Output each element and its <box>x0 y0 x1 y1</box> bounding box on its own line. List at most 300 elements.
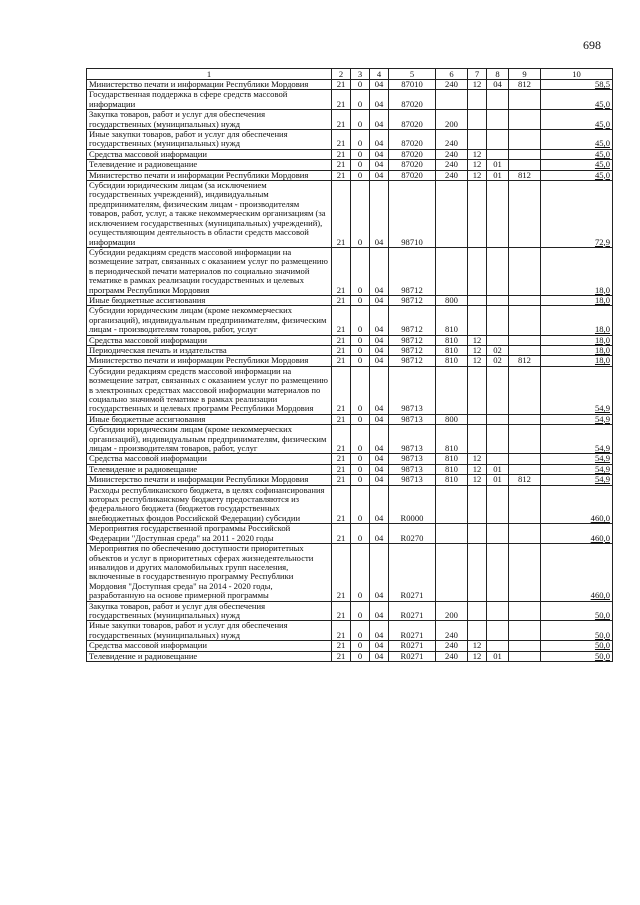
row-col9-cell <box>509 247 541 295</box>
row-col7-cell <box>468 601 487 621</box>
row-col9-cell <box>509 485 541 524</box>
row-col2-cell: 21 <box>332 130 351 150</box>
row-col4-cell: 04 <box>370 181 389 248</box>
row-col8-cell <box>487 425 509 454</box>
col-header-4: 4 <box>370 69 389 80</box>
row-col2-cell: 21 <box>332 160 351 170</box>
row-col4-cell: 04 <box>370 464 389 474</box>
row-col7-cell <box>468 247 487 295</box>
row-col8-cell: 01 <box>487 651 509 661</box>
row-col4-cell: 04 <box>370 621 389 641</box>
row-col9-cell <box>509 110 541 130</box>
row-col6-cell: 810 <box>436 345 468 355</box>
row-col6-cell: 800 <box>436 295 468 305</box>
row-col8-cell: 02 <box>487 356 509 366</box>
row-col2-cell: 21 <box>332 295 351 305</box>
row-col5-cell: 87020 <box>389 90 436 110</box>
row-name-cell: Субсидии юридическим лицам (за исключением государственных учреждений), индивидуальным предпринимателям, физическим лицам - производителям товаров, работ, услуг, а также некоммерческим организациям (за исключением государственных (муниципальных) учреждений), осуществляющим деятельность в области средств массовой информации <box>87 181 332 248</box>
row-col9-cell <box>509 345 541 355</box>
row-col6-cell: 810 <box>436 454 468 464</box>
table-row <box>87 130 613 150</box>
row-col9-cell <box>509 641 541 651</box>
table-body <box>87 80 613 662</box>
row-col7-cell: 12 <box>468 475 487 485</box>
row-col2-cell: 21 <box>332 170 351 180</box>
row-col6-cell: 200 <box>436 601 468 621</box>
row-col4-cell: 04 <box>370 90 389 110</box>
row-col3-cell: 0 <box>351 414 370 424</box>
row-name-cell: Иные закупки товаров, работ и услуг для обеспечения государственных (муниципальных) нужд <box>87 621 332 641</box>
row-col2-cell: 21 <box>332 544 351 601</box>
row-col9-cell <box>509 544 541 601</box>
row-col3-cell: 0 <box>351 356 370 366</box>
table-row <box>87 621 613 641</box>
table-row <box>87 414 613 424</box>
row-name-cell: Средства массовой информации <box>87 454 332 464</box>
table-row <box>87 110 613 130</box>
row-col3-cell: 0 <box>351 475 370 485</box>
row-col3-cell: 0 <box>351 366 370 414</box>
row-amount-cell: 45,0 <box>541 90 613 110</box>
row-col2-cell: 21 <box>332 524 351 544</box>
row-col5-cell: R0000 <box>389 485 436 524</box>
row-col6-cell <box>436 90 468 110</box>
row-col2-cell: 21 <box>332 306 351 335</box>
row-col2-cell: 21 <box>332 464 351 474</box>
col-header-8: 8 <box>487 69 509 80</box>
table-row <box>87 345 613 355</box>
row-col8-cell: 01 <box>487 464 509 474</box>
row-amount-cell: 54,9 <box>541 464 613 474</box>
row-col8-cell <box>487 110 509 130</box>
row-name-cell: Субсидии редакциям средств массовой информации на возмещение затрат, связанных с оказанием услуг по размещению в электронных средствах массовой информации материалов по социально значимой тематике в рамках реализации государственных и целевых программ Республики Мордовия <box>87 366 332 414</box>
table-row <box>87 90 613 110</box>
row-col5-cell: 98712 <box>389 345 436 355</box>
row-name-cell: Закупка товаров, работ и услуг для обеспечения государственных (муниципальных) нужд <box>87 110 332 130</box>
row-col7-cell <box>468 295 487 305</box>
row-col9-cell <box>509 414 541 424</box>
row-col9-cell <box>509 149 541 159</box>
table-header-row <box>87 69 613 80</box>
row-amount-cell: 45,0 <box>541 149 613 159</box>
row-col6-cell: 240 <box>436 130 468 150</box>
row-name-cell: Министерство печати и информации Республики Мордовия <box>87 80 332 90</box>
row-col6-cell <box>436 247 468 295</box>
row-col2-cell: 21 <box>332 475 351 485</box>
row-col9-cell <box>509 454 541 464</box>
col-header-1: 1 <box>87 69 332 80</box>
row-col9-cell <box>509 601 541 621</box>
row-name-cell: Мероприятия государственной программы Российской Федерации "Доступная среда" на 2011 - 2020 годы <box>87 524 332 544</box>
row-col2-cell: 21 <box>332 454 351 464</box>
row-col8-cell: 01 <box>487 475 509 485</box>
row-col4-cell: 04 <box>370 170 389 180</box>
table-row <box>87 544 613 601</box>
row-col7-cell: 12 <box>468 335 487 345</box>
row-col4-cell: 04 <box>370 454 389 464</box>
row-col8-cell <box>487 641 509 651</box>
table-row <box>87 295 613 305</box>
row-col6-cell <box>436 524 468 544</box>
row-name-cell: Иные бюджетные ассигнования <box>87 414 332 424</box>
row-name-cell: Иные закупки товаров, работ и услуг для обеспечения государственных (муниципальных) нужд <box>87 130 332 150</box>
row-col5-cell: 98713 <box>389 414 436 424</box>
row-amount-cell: 50,0 <box>541 601 613 621</box>
row-col9-cell <box>509 295 541 305</box>
row-col6-cell: 810 <box>436 356 468 366</box>
row-col2-cell: 21 <box>332 181 351 248</box>
row-col2-cell: 21 <box>332 366 351 414</box>
row-col7-cell: 12 <box>468 464 487 474</box>
row-col2-cell: 21 <box>332 651 351 661</box>
row-col6-cell: 810 <box>436 306 468 335</box>
row-col8-cell <box>487 366 509 414</box>
row-col8-cell: 04 <box>487 80 509 90</box>
row-col5-cell: 98713 <box>389 425 436 454</box>
row-amount-cell: 58,5 <box>541 80 613 90</box>
row-col7-cell: 12 <box>468 170 487 180</box>
row-col4-cell: 04 <box>370 524 389 544</box>
row-col5-cell: 98712 <box>389 247 436 295</box>
row-name-cell: Телевидение и радиовещание <box>87 160 332 170</box>
table-row <box>87 475 613 485</box>
row-col4-cell: 04 <box>370 160 389 170</box>
row-name-cell: Субсидии юридическим лицам (кроме некоммерческих организаций), индивидуальным предпринимателям, физическим лицам - производителям товаров, работ, услуг <box>87 306 332 335</box>
row-name-cell: Расходы республиканского бюджета, в целях софинансирования которых республиканскому бюджету предоставляются из федерального бюджета (бюджетов государственных внебюджетных фондов Российской Федерации) субсидии <box>87 485 332 524</box>
page-number: 698 <box>583 38 601 52</box>
row-amount-cell: 18,0 <box>541 295 613 305</box>
col-header-7: 7 <box>468 69 487 80</box>
row-amount-cell: 18,0 <box>541 247 613 295</box>
row-col5-cell: 98713 <box>389 464 436 474</box>
row-amount-cell: 45,0 <box>541 130 613 150</box>
table-row <box>87 464 613 474</box>
row-col7-cell: 12 <box>468 160 487 170</box>
row-name-cell: Государственная поддержка в сфере средств массовой информации <box>87 90 332 110</box>
row-col7-cell <box>468 425 487 454</box>
row-col2-cell: 21 <box>332 425 351 454</box>
col-header-10: 10 <box>541 69 613 80</box>
row-col5-cell: 87020 <box>389 160 436 170</box>
row-col4-cell: 04 <box>370 295 389 305</box>
row-col7-cell: 12 <box>468 356 487 366</box>
row-col9-cell <box>509 130 541 150</box>
row-col3-cell: 0 <box>351 641 370 651</box>
row-col3-cell: 0 <box>351 110 370 130</box>
row-col3-cell: 0 <box>351 160 370 170</box>
row-col7-cell <box>468 90 487 110</box>
row-col4-cell: 04 <box>370 475 389 485</box>
col-header-3: 3 <box>351 69 370 80</box>
table-row <box>87 366 613 414</box>
row-col5-cell: R0270 <box>389 524 436 544</box>
budget-table <box>86 68 613 662</box>
table-row <box>87 641 613 651</box>
row-col8-cell <box>487 621 509 641</box>
row-col6-cell <box>436 544 468 601</box>
row-name-cell: Закупка товаров, работ и услуг для обеспечения государственных (муниципальных) нужд <box>87 601 332 621</box>
row-col6-cell: 800 <box>436 414 468 424</box>
row-amount-cell: 18,0 <box>541 306 613 335</box>
table-row <box>87 170 613 180</box>
row-col5-cell: 98712 <box>389 335 436 345</box>
row-col6-cell: 810 <box>436 335 468 345</box>
table-row <box>87 601 613 621</box>
row-col9-cell <box>509 651 541 661</box>
row-col2-cell: 21 <box>332 335 351 345</box>
row-col4-cell: 04 <box>370 651 389 661</box>
row-col9-cell: 812 <box>509 170 541 180</box>
row-name-cell: Министерство печати и информации Республики Мордовия <box>87 170 332 180</box>
row-col4-cell: 04 <box>370 306 389 335</box>
row-col8-cell <box>487 454 509 464</box>
row-name-cell: Средства массовой информации <box>87 641 332 651</box>
row-col7-cell <box>468 181 487 248</box>
row-col2-cell: 21 <box>332 621 351 641</box>
row-amount-cell: 460,0 <box>541 524 613 544</box>
row-col8-cell <box>487 247 509 295</box>
row-col5-cell: 98712 <box>389 356 436 366</box>
row-col5-cell: R0271 <box>389 641 436 651</box>
row-col6-cell: 240 <box>436 170 468 180</box>
row-name-cell: Иные бюджетные ассигнования <box>87 295 332 305</box>
row-col7-cell: 12 <box>468 651 487 661</box>
table-row <box>87 306 613 335</box>
row-col5-cell: 87020 <box>389 149 436 159</box>
row-col4-cell: 04 <box>370 641 389 651</box>
row-col3-cell: 0 <box>351 524 370 544</box>
row-col7-cell <box>468 485 487 524</box>
row-col5-cell: 87020 <box>389 170 436 180</box>
table-row <box>87 524 613 544</box>
row-name-cell: Мероприятия по обеспечению доступности приоритетных объектов и услуг в приоритетных сферах жизнедеятельности инвалидов и других маломобильных групп населения, включенные в государственную программу Республики Мордовия "Доступная среда" на 2014 - 2020 годы, разработанную на основе примерной программы <box>87 544 332 601</box>
row-col4-cell: 04 <box>370 149 389 159</box>
row-col3-cell: 0 <box>351 80 370 90</box>
row-col3-cell: 0 <box>351 90 370 110</box>
table-row <box>87 651 613 661</box>
row-col5-cell: 98712 <box>389 295 436 305</box>
row-amount-cell: 460,0 <box>541 544 613 601</box>
row-col5-cell: 98712 <box>389 306 436 335</box>
row-col8-cell: 01 <box>487 170 509 180</box>
row-amount-cell: 18,0 <box>541 345 613 355</box>
row-col4-cell: 04 <box>370 485 389 524</box>
row-col2-cell: 21 <box>332 356 351 366</box>
row-amount-cell: 54,9 <box>541 475 613 485</box>
row-col2-cell: 21 <box>332 149 351 159</box>
row-col5-cell: 98713 <box>389 475 436 485</box>
row-col5-cell: 98713 <box>389 366 436 414</box>
row-col5-cell: 87010 <box>389 80 436 90</box>
row-col5-cell: R0271 <box>389 601 436 621</box>
col-header-2: 2 <box>332 69 351 80</box>
row-col5-cell: R0271 <box>389 651 436 661</box>
row-col8-cell <box>487 335 509 345</box>
row-col2-cell: 21 <box>332 601 351 621</box>
row-amount-cell: 50,0 <box>541 621 613 641</box>
table-row <box>87 247 613 295</box>
row-col5-cell: R0271 <box>389 621 436 641</box>
row-amount-cell: 54,9 <box>541 425 613 454</box>
row-col7-cell: 12 <box>468 454 487 464</box>
row-col4-cell: 04 <box>370 110 389 130</box>
row-name-cell: Средства массовой информации <box>87 149 332 159</box>
table-row <box>87 80 613 90</box>
row-col6-cell: 240 <box>436 651 468 661</box>
table-row <box>87 425 613 454</box>
row-col4-cell: 04 <box>370 601 389 621</box>
table-row <box>87 454 613 464</box>
row-col8-cell <box>487 485 509 524</box>
row-col2-cell: 21 <box>332 485 351 524</box>
row-col6-cell: 200 <box>436 110 468 130</box>
row-amount-cell: 50,0 <box>541 651 613 661</box>
row-col9-cell <box>509 366 541 414</box>
table-row <box>87 485 613 524</box>
row-col6-cell <box>436 366 468 414</box>
row-col9-cell <box>509 621 541 641</box>
row-col7-cell <box>468 130 487 150</box>
row-name-cell: Субсидии редакциям средств массовой информации на возмещение затрат, связанных с оказанием услуг по размещению в периодической печати материалов по социально значимой тематике в рамках реализации государственных и целевых программ Республики Мордовия <box>87 247 332 295</box>
row-col4-cell: 04 <box>370 544 389 601</box>
row-col8-cell <box>487 130 509 150</box>
row-col9-cell <box>509 335 541 345</box>
row-amount-cell: 54,9 <box>541 454 613 464</box>
row-col7-cell <box>468 366 487 414</box>
row-col8-cell <box>487 181 509 248</box>
row-amount-cell: 45,0 <box>541 160 613 170</box>
row-col4-cell: 04 <box>370 247 389 295</box>
row-col3-cell: 0 <box>351 454 370 464</box>
row-col2-cell: 21 <box>332 247 351 295</box>
row-col5-cell: 98713 <box>389 454 436 464</box>
row-col3-cell: 0 <box>351 345 370 355</box>
col-header-9: 9 <box>509 69 541 80</box>
row-col8-cell <box>487 524 509 544</box>
row-col3-cell: 0 <box>351 621 370 641</box>
row-col2-cell: 21 <box>332 414 351 424</box>
row-name-cell: Телевидение и радиовещание <box>87 651 332 661</box>
row-name-cell: Телевидение и радиовещание <box>87 464 332 474</box>
row-col3-cell: 0 <box>351 651 370 661</box>
row-col2-cell: 21 <box>332 80 351 90</box>
row-col9-cell <box>509 464 541 474</box>
row-col9-cell: 812 <box>509 356 541 366</box>
row-col3-cell: 0 <box>351 601 370 621</box>
row-col3-cell: 0 <box>351 247 370 295</box>
row-col4-cell: 04 <box>370 80 389 90</box>
row-col4-cell: 04 <box>370 130 389 150</box>
row-col9-cell <box>509 181 541 248</box>
row-col3-cell: 0 <box>351 544 370 601</box>
row-col5-cell: 87020 <box>389 130 436 150</box>
row-col3-cell: 0 <box>351 464 370 474</box>
row-col7-cell: 12 <box>468 345 487 355</box>
row-col6-cell: 810 <box>436 464 468 474</box>
row-col6-cell: 240 <box>436 621 468 641</box>
row-col4-cell: 04 <box>370 335 389 345</box>
row-amount-cell: 18,0 <box>541 335 613 345</box>
row-col6-cell <box>436 181 468 248</box>
row-amount-cell: 72,9 <box>541 181 613 248</box>
row-col3-cell: 0 <box>351 170 370 180</box>
col-header-5: 5 <box>389 69 436 80</box>
row-name-cell: Периодическая печать и издательства <box>87 345 332 355</box>
row-col6-cell: 810 <box>436 425 468 454</box>
row-col9-cell <box>509 425 541 454</box>
row-col7-cell <box>468 414 487 424</box>
row-col9-cell <box>509 524 541 544</box>
row-name-cell: Министерство печати и информации Республики Мордовия <box>87 475 332 485</box>
row-col6-cell <box>436 485 468 524</box>
row-col7-cell <box>468 306 487 335</box>
row-col7-cell <box>468 544 487 601</box>
row-col2-cell: 21 <box>332 90 351 110</box>
row-col6-cell: 240 <box>436 641 468 651</box>
row-amount-cell: 45,0 <box>541 170 613 180</box>
table-row <box>87 149 613 159</box>
row-col7-cell <box>468 110 487 130</box>
row-col9-cell <box>509 160 541 170</box>
col-header-6: 6 <box>436 69 468 80</box>
row-col6-cell: 240 <box>436 160 468 170</box>
row-col8-cell: 01 <box>487 160 509 170</box>
row-col4-cell: 04 <box>370 356 389 366</box>
row-col5-cell: 87020 <box>389 110 436 130</box>
row-col7-cell: 12 <box>468 80 487 90</box>
row-col8-cell <box>487 414 509 424</box>
row-col3-cell: 0 <box>351 335 370 345</box>
row-amount-cell: 50,0 <box>541 641 613 651</box>
row-name-cell: Средства массовой информации <box>87 335 332 345</box>
row-amount-cell: 18,0 <box>541 356 613 366</box>
row-col8-cell <box>487 295 509 305</box>
row-col7-cell <box>468 524 487 544</box>
row-col3-cell: 0 <box>351 295 370 305</box>
row-amount-cell: 45,0 <box>541 110 613 130</box>
row-col2-cell: 21 <box>332 110 351 130</box>
row-col6-cell: 810 <box>436 475 468 485</box>
row-col9-cell: 812 <box>509 80 541 90</box>
row-col3-cell: 0 <box>351 149 370 159</box>
row-col3-cell: 0 <box>351 306 370 335</box>
row-amount-cell: 54,9 <box>541 366 613 414</box>
row-col4-cell: 04 <box>370 414 389 424</box>
row-col7-cell <box>468 621 487 641</box>
row-col9-cell: 812 <box>509 475 541 485</box>
row-col4-cell: 04 <box>370 345 389 355</box>
row-col9-cell <box>509 90 541 110</box>
row-col3-cell: 0 <box>351 130 370 150</box>
row-name-cell: Субсидии юридическим лицам (кроме некоммерческих организаций), индивидуальным предпринимателям, физическим лицам - производителям товаров, работ, услуг <box>87 425 332 454</box>
row-amount-cell: 460,0 <box>541 485 613 524</box>
row-col7-cell: 12 <box>468 149 487 159</box>
table-row <box>87 356 613 366</box>
row-col8-cell <box>487 90 509 110</box>
row-col2-cell: 21 <box>332 641 351 651</box>
row-col8-cell <box>487 544 509 601</box>
row-col7-cell: 12 <box>468 641 487 651</box>
row-name-cell: Министерство печати и информации Республики Мордовия <box>87 356 332 366</box>
row-col4-cell: 04 <box>370 366 389 414</box>
row-col3-cell: 0 <box>351 425 370 454</box>
row-col8-cell <box>487 149 509 159</box>
row-col2-cell: 21 <box>332 345 351 355</box>
row-col6-cell: 240 <box>436 149 468 159</box>
row-col3-cell: 0 <box>351 181 370 248</box>
row-amount-cell: 54,9 <box>541 414 613 424</box>
row-col4-cell: 04 <box>370 425 389 454</box>
